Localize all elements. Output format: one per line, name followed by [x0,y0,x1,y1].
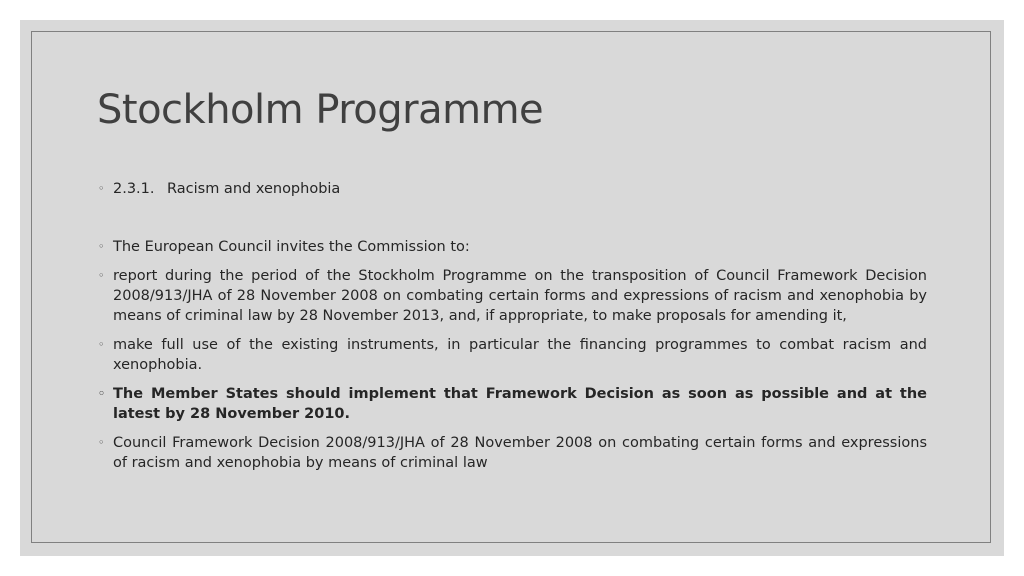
circle-bullet-icon: ◦ [98,436,105,449]
list-item [97,237,927,257]
circle-bullet-icon: ◦ [98,387,106,400]
section-heading-item [97,179,927,199]
section-heading: Racism and xenophobia [167,181,341,197]
slide-title: Stockholm Programme [97,87,544,133]
list-item-text: report during the period of the Stockholm Programme on the transposition of Council Framework Decision 2008/913/JHA of 28 November 2008 on combating certain forms and expressions of racism and xenophobia by means of criminal law by 28 November 2013, and, if appropriate, to make proposals for amending it, [113,268,927,324]
list-item-emphasis [97,384,927,424]
bullet-list [97,179,927,473]
circle-bullet-icon: ◦ [98,182,105,195]
slide [20,20,1004,556]
circle-bullet-icon: ◦ [98,338,105,351]
circle-bullet-icon: ◦ [98,240,105,253]
list-item [97,266,927,326]
section-number: 2.3.1. [113,181,155,197]
list-item [97,335,927,375]
list-item-text: make full use of the existing instruments, in particular the financing programmes to combat racism and xenophobia. [113,337,927,373]
list-item-text: Council Framework Decision 2008/913/JHA of 28 November 2008 on combating certain forms and expressions of racism and xenophobia by means of criminal law [113,435,927,471]
circle-bullet-icon: ◦ [98,269,105,282]
list-item-text: The Member States should implement that Framework Decision as soon as possible and at the latest by 28 November 2010. [113,386,927,422]
list-item [97,433,927,473]
list-item-text: The European Council invites the Commission to: [113,239,470,255]
